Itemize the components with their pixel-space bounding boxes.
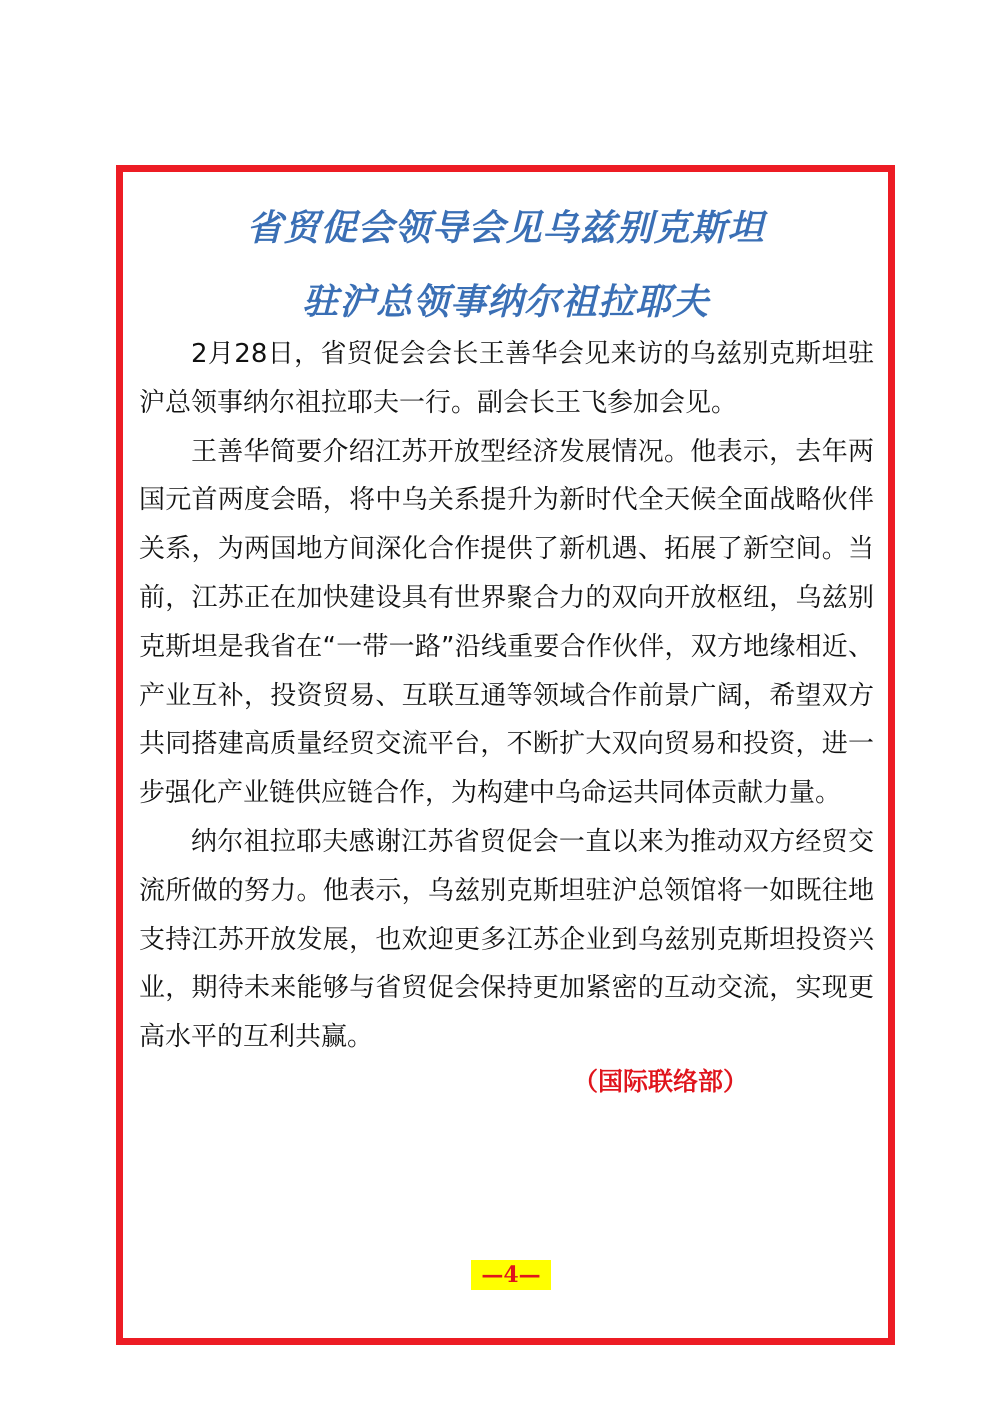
page-frame [116,165,895,1345]
paragraph-1: 2月28日，省贸促会会长王善华会见来访的乌兹别克斯坦驻沪总领事纳尔祖拉耶夫一行。副会长王飞参加会见。 [139,339,874,418]
paragraph-2: 王善华简要介绍江苏开放型经济发展情况。他表示，去年两国元首两度会晤，将中乌关系提升为新时代全天候全面战略伙伴关系，为两国地方间深化合作提供了新机遇、拓展了新空间。当前，江苏正在加快建设具有世界聚合力的双向开放枢纽，乌兹别克斯坦是我省在“一带一路”沿线重要合作伙伴，双方地缘相近、产业互补，投资贸易、互联互通等领域合作前景广阔，希望双方共同搭建高质量经贸交流平台，不断扩大双向贸易和投资，进一步强化产业链供应链合作，为构建中乌命运共同体贡献力量。 [139,436,874,809]
article-title-line-1: 省贸促会领导会见乌兹别克斯坦 [246,207,765,249]
page-number: —4— [471,1260,551,1290]
article-title-line-2: 驻沪总领事纳尔祖拉耶夫 [301,281,709,323]
paragraph-3: 纳尔祖拉耶夫感谢江苏省贸促会一直以来为推动双方经贸交流所做的努力。他表示，乌兹别克斯坦驻沪总领馆将一如既往地支持江苏开放发展，也欢迎更多江苏企业到乌兹别克斯坦投资兴业，期待未来能够与省贸促会保持更加紧密的互动交流，实现更高水平的互利共赢。 [139,826,874,1053]
department-signoff: （国际联络部） [573,1067,749,1096]
article-body [139,330,874,1062]
